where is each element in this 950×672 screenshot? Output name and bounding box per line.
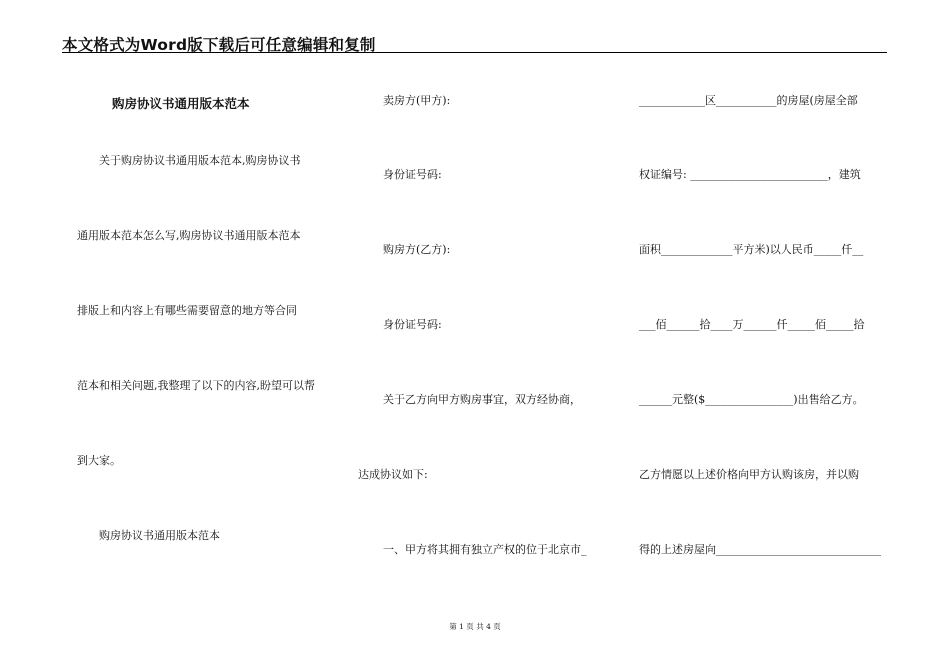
paragraph-line: 得的上述房屋向______________________________	[639, 543, 881, 556]
paragraph-line: 权证编号: _________________________，建筑	[639, 168, 861, 181]
buyer-id-label: 身份证号码:	[383, 318, 442, 331]
buyer-label: 购房方(乙方):	[383, 243, 451, 256]
paragraph-line: 范本和相关问题,我整理了以下的内容,盼望可以帮	[77, 379, 315, 392]
paragraph-line: 到大家。	[77, 454, 121, 467]
seller-label: 卖房方(甲方):	[383, 94, 451, 107]
document-title: 购房协议书通用版本范本	[112, 96, 250, 111]
paragraph-line: 关于购房协议书通用版本范本,购房协议书	[99, 154, 301, 167]
paragraph-line: ______元整($________________)出售给乙方。	[639, 393, 864, 406]
paragraph-line: 关于乙方向甲方购房事宜，双方经协商，	[383, 393, 581, 406]
section-heading: 购房协议书通用版本范本	[99, 529, 220, 542]
clause-one-line: 一、甲方将其拥有独立产权的位于北京市_	[383, 543, 587, 556]
header-divider	[62, 52, 887, 53]
paragraph-line: 达成协议如下:	[358, 468, 428, 481]
paragraph-line: 排版上和内容上有哪些需要留意的地方等合同	[77, 304, 297, 317]
page-number: 第 1 页 共 4 页	[449, 622, 501, 631]
paragraph-line: ____________区___________的房屋(房屋全部	[639, 94, 858, 107]
seller-id-label: 身份证号码:	[383, 168, 442, 181]
paragraph-line: 通用版本范本怎么写,购房协议书通用版本范本	[77, 229, 301, 242]
download-banner: 本文格式为Word版下载后可任意编辑和复制	[62, 36, 376, 54]
paragraph-line: ___佰______拾____万______仟_____佰_____拾	[639, 318, 865, 331]
paragraph-line: 乙方情愿以上述价格向甲方认购该房，并以购	[639, 468, 859, 481]
paragraph-line: 面积_____________平方米)以人民币_____仟__	[639, 243, 864, 256]
